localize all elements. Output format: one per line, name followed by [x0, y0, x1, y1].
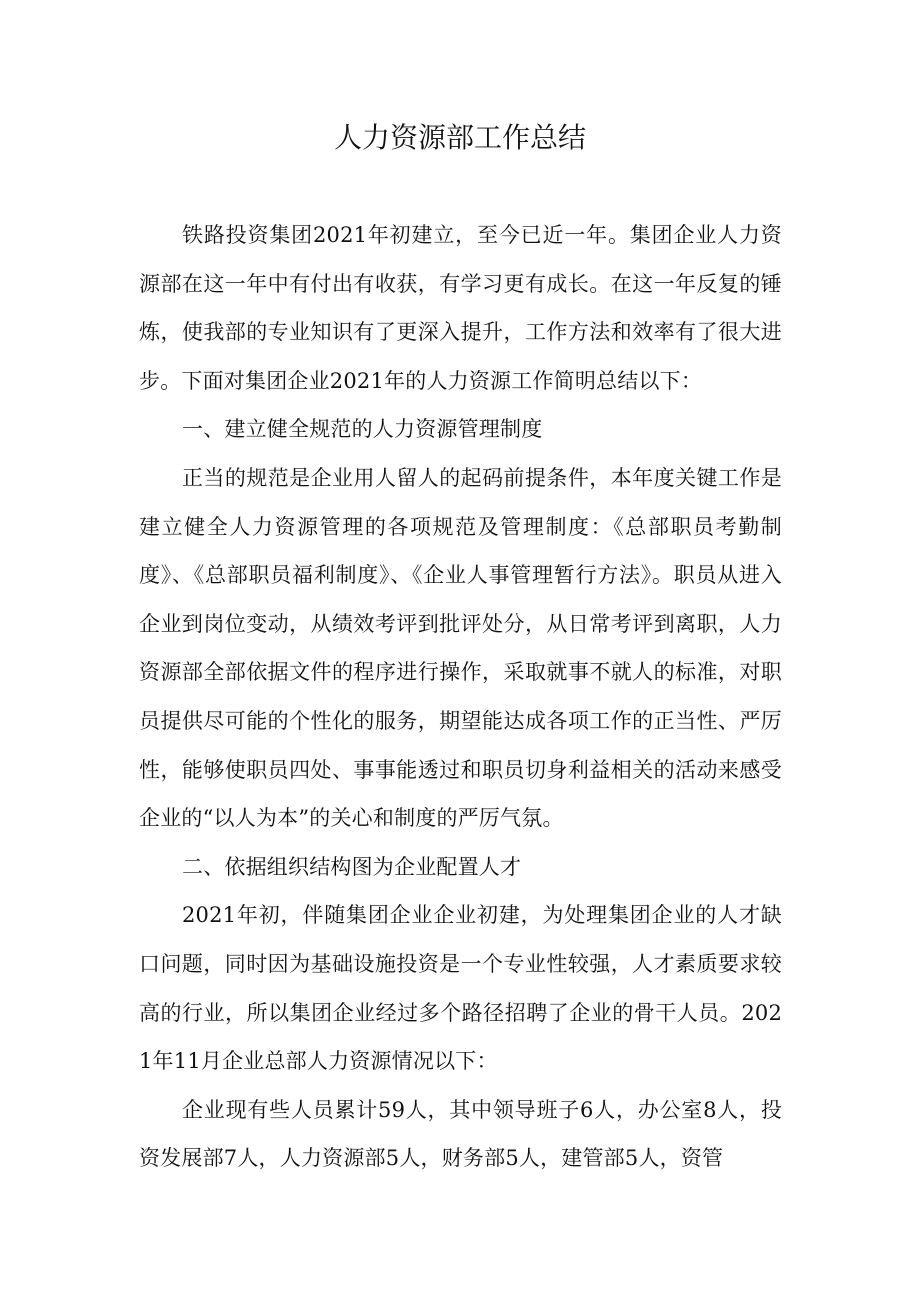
section-2-paragraph-2: 企业现有些人员累计59人，其中领导班子6人，办公室8人，投资发展部7人，人力资源部5人，财务部5人，建管部5人，资管	[139, 1097, 782, 1171]
section-2-paragraph-1: 2021年初，伴随集团企业企业初建，为处理集团企业的人才缺口问题，同时因为基础设施投资是一个专业性较强，人才素质要求较高的行业，所以集团企业经过多个路径招聘了企业的骨干人员。2021年11月企业总部人力资源情况以下：	[139, 903, 782, 1074]
section-heading-2: 二、依据组织结构图为企业配置人才	[182, 854, 522, 879]
document-body	[139, 211, 782, 1183]
document-title: 人力资源部工作总结	[333, 121, 586, 154]
intro-paragraph: 铁路投资集团2021年初建立，至今已近一年。集团企业人力资源部在这一年中有付出有收获，有学习更有成长。在这一年反复的锤炼，使我部的专业知识有了更深入提升，工作方法和效率有了很大进步。下面对集团企业2021年的人力资源工作简明总结以下：	[139, 223, 782, 393]
section-heading-1: 一、建立健全规范的人力资源管理制度	[182, 417, 543, 442]
section-1-paragraph: 正当的规范是企业用人留人的起码前提条件，本年度关键工作是建立健全人力资源管理的各项规范及管理制度：《总部职员考勤制度》、《总部职员福利制度》、《企业人事管理暂行方法》。职员从进入企业到岗位变动，从绩效考评到批评处分，从日常考评到离职，人力资源部全部依据文件的程序进行操作，采取就事不就人的标准，对职员提供尽可能的个性化的服务，期望能达成各项工作的正当性、严厉性，能够使职员四处、事事能透过和职员切身利益相关的活动来感受企业的“以人为本”的关心和制度的严厉气氛。	[139, 465, 782, 831]
